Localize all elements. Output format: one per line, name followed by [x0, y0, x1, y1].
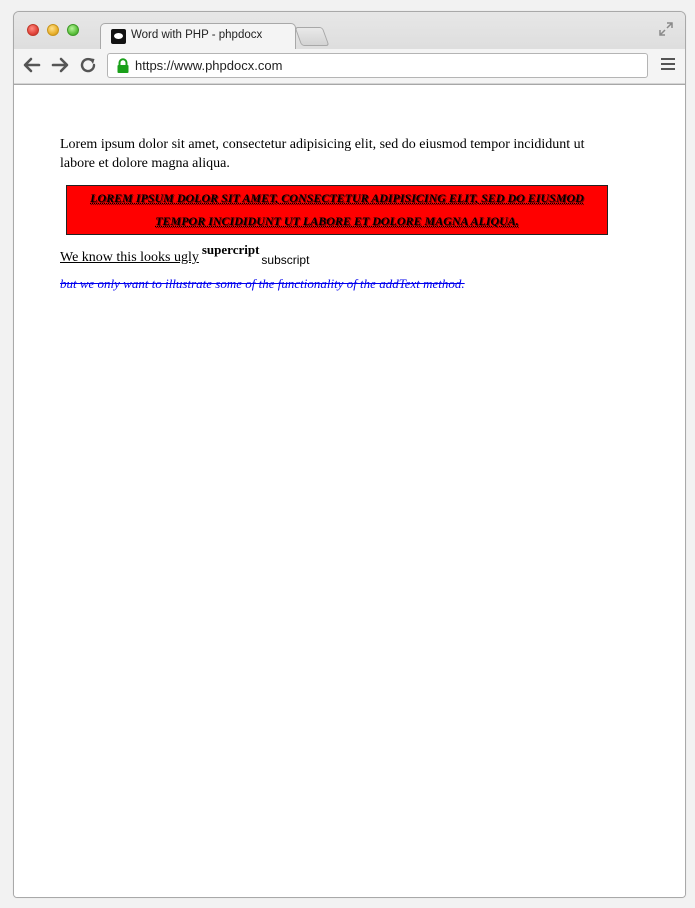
- fullscreen-icon[interactable]: [659, 22, 673, 36]
- struck-through-text: but we only want to illustrate some of the functionality of the addText method.: [60, 276, 465, 291]
- reload-icon: [79, 56, 97, 74]
- red-highlight-box: LOREM IPSUM DOLOR SIT AMET, CONSECTETUR ADIPISICING ELIT, SED DO EIUSMOD TEMPOR INCIDIDUNT UT LABORE ET DOLORE MAGNA ALIQUA.: [66, 185, 608, 235]
- subscript-text: subscript: [261, 253, 310, 267]
- minimize-window-icon[interactable]: [47, 24, 59, 36]
- forward-button[interactable]: [49, 54, 71, 76]
- lorem-paragraph: Lorem ipsum dolor sit amet, consectetur adipisicing elit, sed do eiusmod tempor incididunt ut labore et dolore magna aliqua.: [60, 137, 585, 171]
- close-window-icon[interactable]: [27, 24, 39, 36]
- address-bar[interactable]: [107, 53, 648, 78]
- lock-icon: [116, 58, 130, 74]
- page-content: [14, 85, 685, 897]
- new-tab-button[interactable]: [295, 27, 330, 46]
- forward-arrow-icon: [51, 57, 69, 73]
- reload-button[interactable]: [77, 54, 99, 76]
- tab-strip: [14, 12, 685, 48]
- styled-text-line: [60, 242, 310, 267]
- site-favicon-icon: [111, 29, 126, 44]
- back-arrow-icon: [23, 57, 41, 73]
- back-button[interactable]: [21, 54, 43, 76]
- maximize-window-icon[interactable]: [67, 24, 79, 36]
- superscript-text: supercript: [201, 242, 260, 257]
- browser-tab[interactable]: [100, 23, 296, 49]
- underlined-text: We know this looks ugly: [60, 250, 199, 265]
- browser-toolbar: [14, 49, 685, 83]
- hamburger-menu-icon[interactable]: [661, 58, 675, 72]
- tab-title: Word with PHP - phpdocx: [131, 29, 263, 41]
- browser-chrome: [14, 12, 685, 85]
- browser-window: [13, 11, 686, 898]
- url-text: https://www.phpdocx.com: [135, 58, 283, 73]
